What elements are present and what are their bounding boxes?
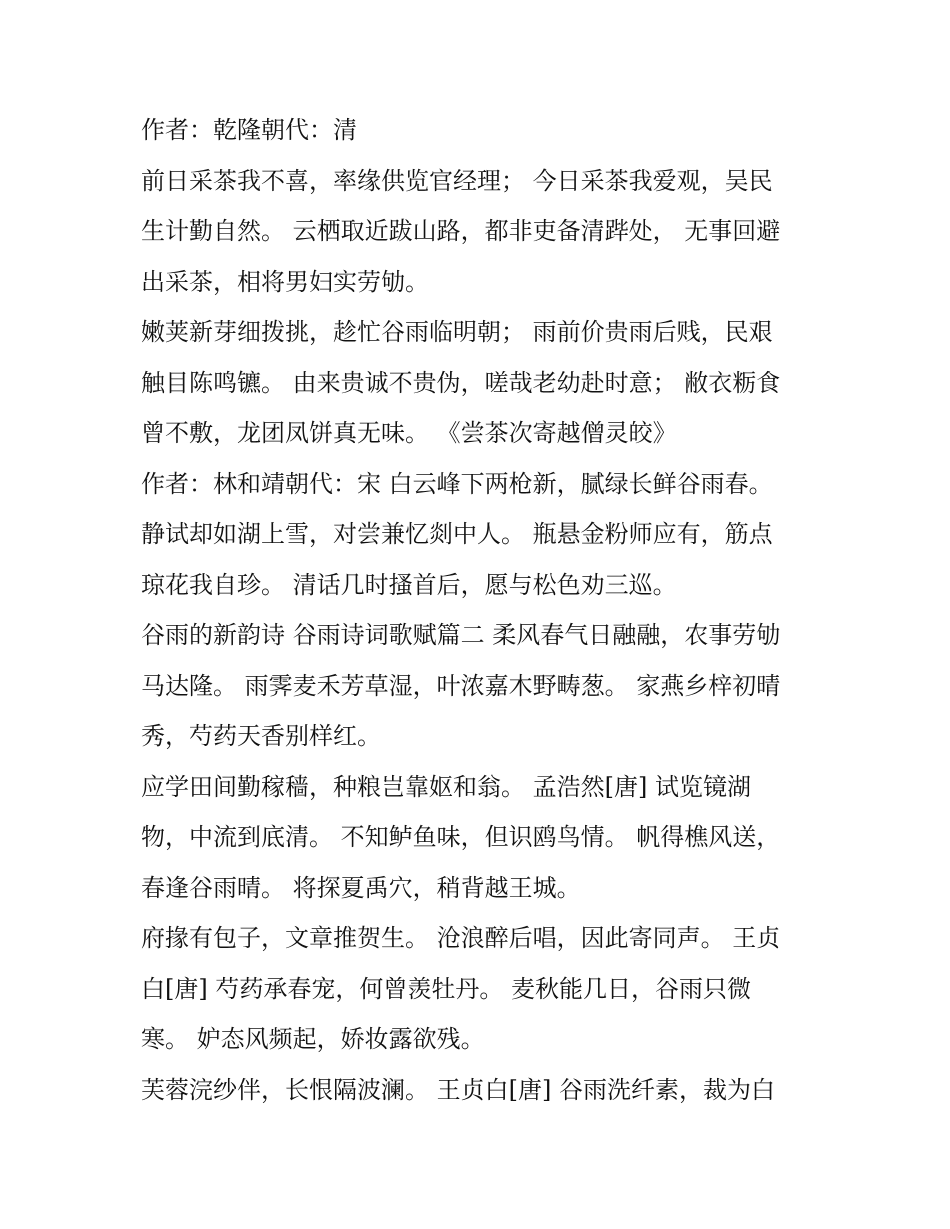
text-line: 府掾有包子，文章推贺生。 沧浪醉后唱，因此寄同声。 王贞 bbox=[141, 924, 781, 952]
text-line: 寒。 妒态风频起，娇妆露欲残。 bbox=[141, 1025, 485, 1053]
text-line: 作者：乾隆朝代：清 bbox=[141, 116, 357, 144]
text-line: 芙蓉浣纱伴，长恨隔波澜。 王贞白[唐] 谷雨洗纤素，裁为白 bbox=[141, 1075, 775, 1104]
text-line: 马达隆。 雨霁麦禾芳草湿，叶浓嘉木野畴葱。 家燕乡梓初晴 bbox=[141, 671, 781, 700]
text-line: 白[唐] 芍药承春宠，何曾羡牡丹。 麦秋能几日，谷雨只微 bbox=[141, 974, 751, 1003]
text-line: 曾不敷，龙团凤饼真无味。 《尝茶次寄越僧灵皎》 bbox=[141, 419, 677, 447]
text-line: 物，中流到底清。 不知鲈鱼味，但识鸥鸟情。 帆得樵风送， bbox=[141, 823, 781, 851]
text-line: 谷雨的新韵诗 谷雨诗词歌赋篇二 柔风春气日融融，农事劳劬 bbox=[141, 621, 781, 649]
text-line: 嫩荚新芽细拨挑，趁忙谷雨临明朝； 雨前价贵雨后贱，民艰 bbox=[141, 318, 773, 346]
text-line: 作者：林和靖朝代：宋 白云峰下两枪新，腻绿长鲜谷雨春。 bbox=[141, 469, 773, 498]
text-line: 应学田间勤稼穑，种粮岂靠妪和翁。 孟浩然[唐] 试览镜湖 bbox=[141, 772, 751, 801]
document-body bbox=[141, 108, 811, 1118]
text-line: 触目陈鸣镳。 由来贵诚不贵伪，嗟哉老幼赴时意； 敝衣粝食 bbox=[141, 368, 781, 397]
text-line: 出采茶，相将男妇实劳劬。 bbox=[141, 267, 429, 296]
text-line: 琼花我自珍。 清话几时搔首后，愿与松色劝三巡。 bbox=[141, 570, 677, 599]
text-line: 秀，芍药天香别样红。 bbox=[141, 722, 381, 750]
text-line: 静试却如湖上雪，对尝兼忆剡中人。 瓶悬金粉师应有，筋点 bbox=[141, 520, 773, 548]
text-line: 春逢谷雨晴。 将探夏禹穴，稍背越王城。 bbox=[141, 873, 581, 902]
text-line: 生计勤自然。 云栖取近跋山路，都非吏备清跸处， 无事回避 bbox=[141, 217, 781, 245]
text-line: 前日采茶我不喜，率缘供览官经理； 今日采茶我爱观，吴民 bbox=[141, 166, 773, 195]
